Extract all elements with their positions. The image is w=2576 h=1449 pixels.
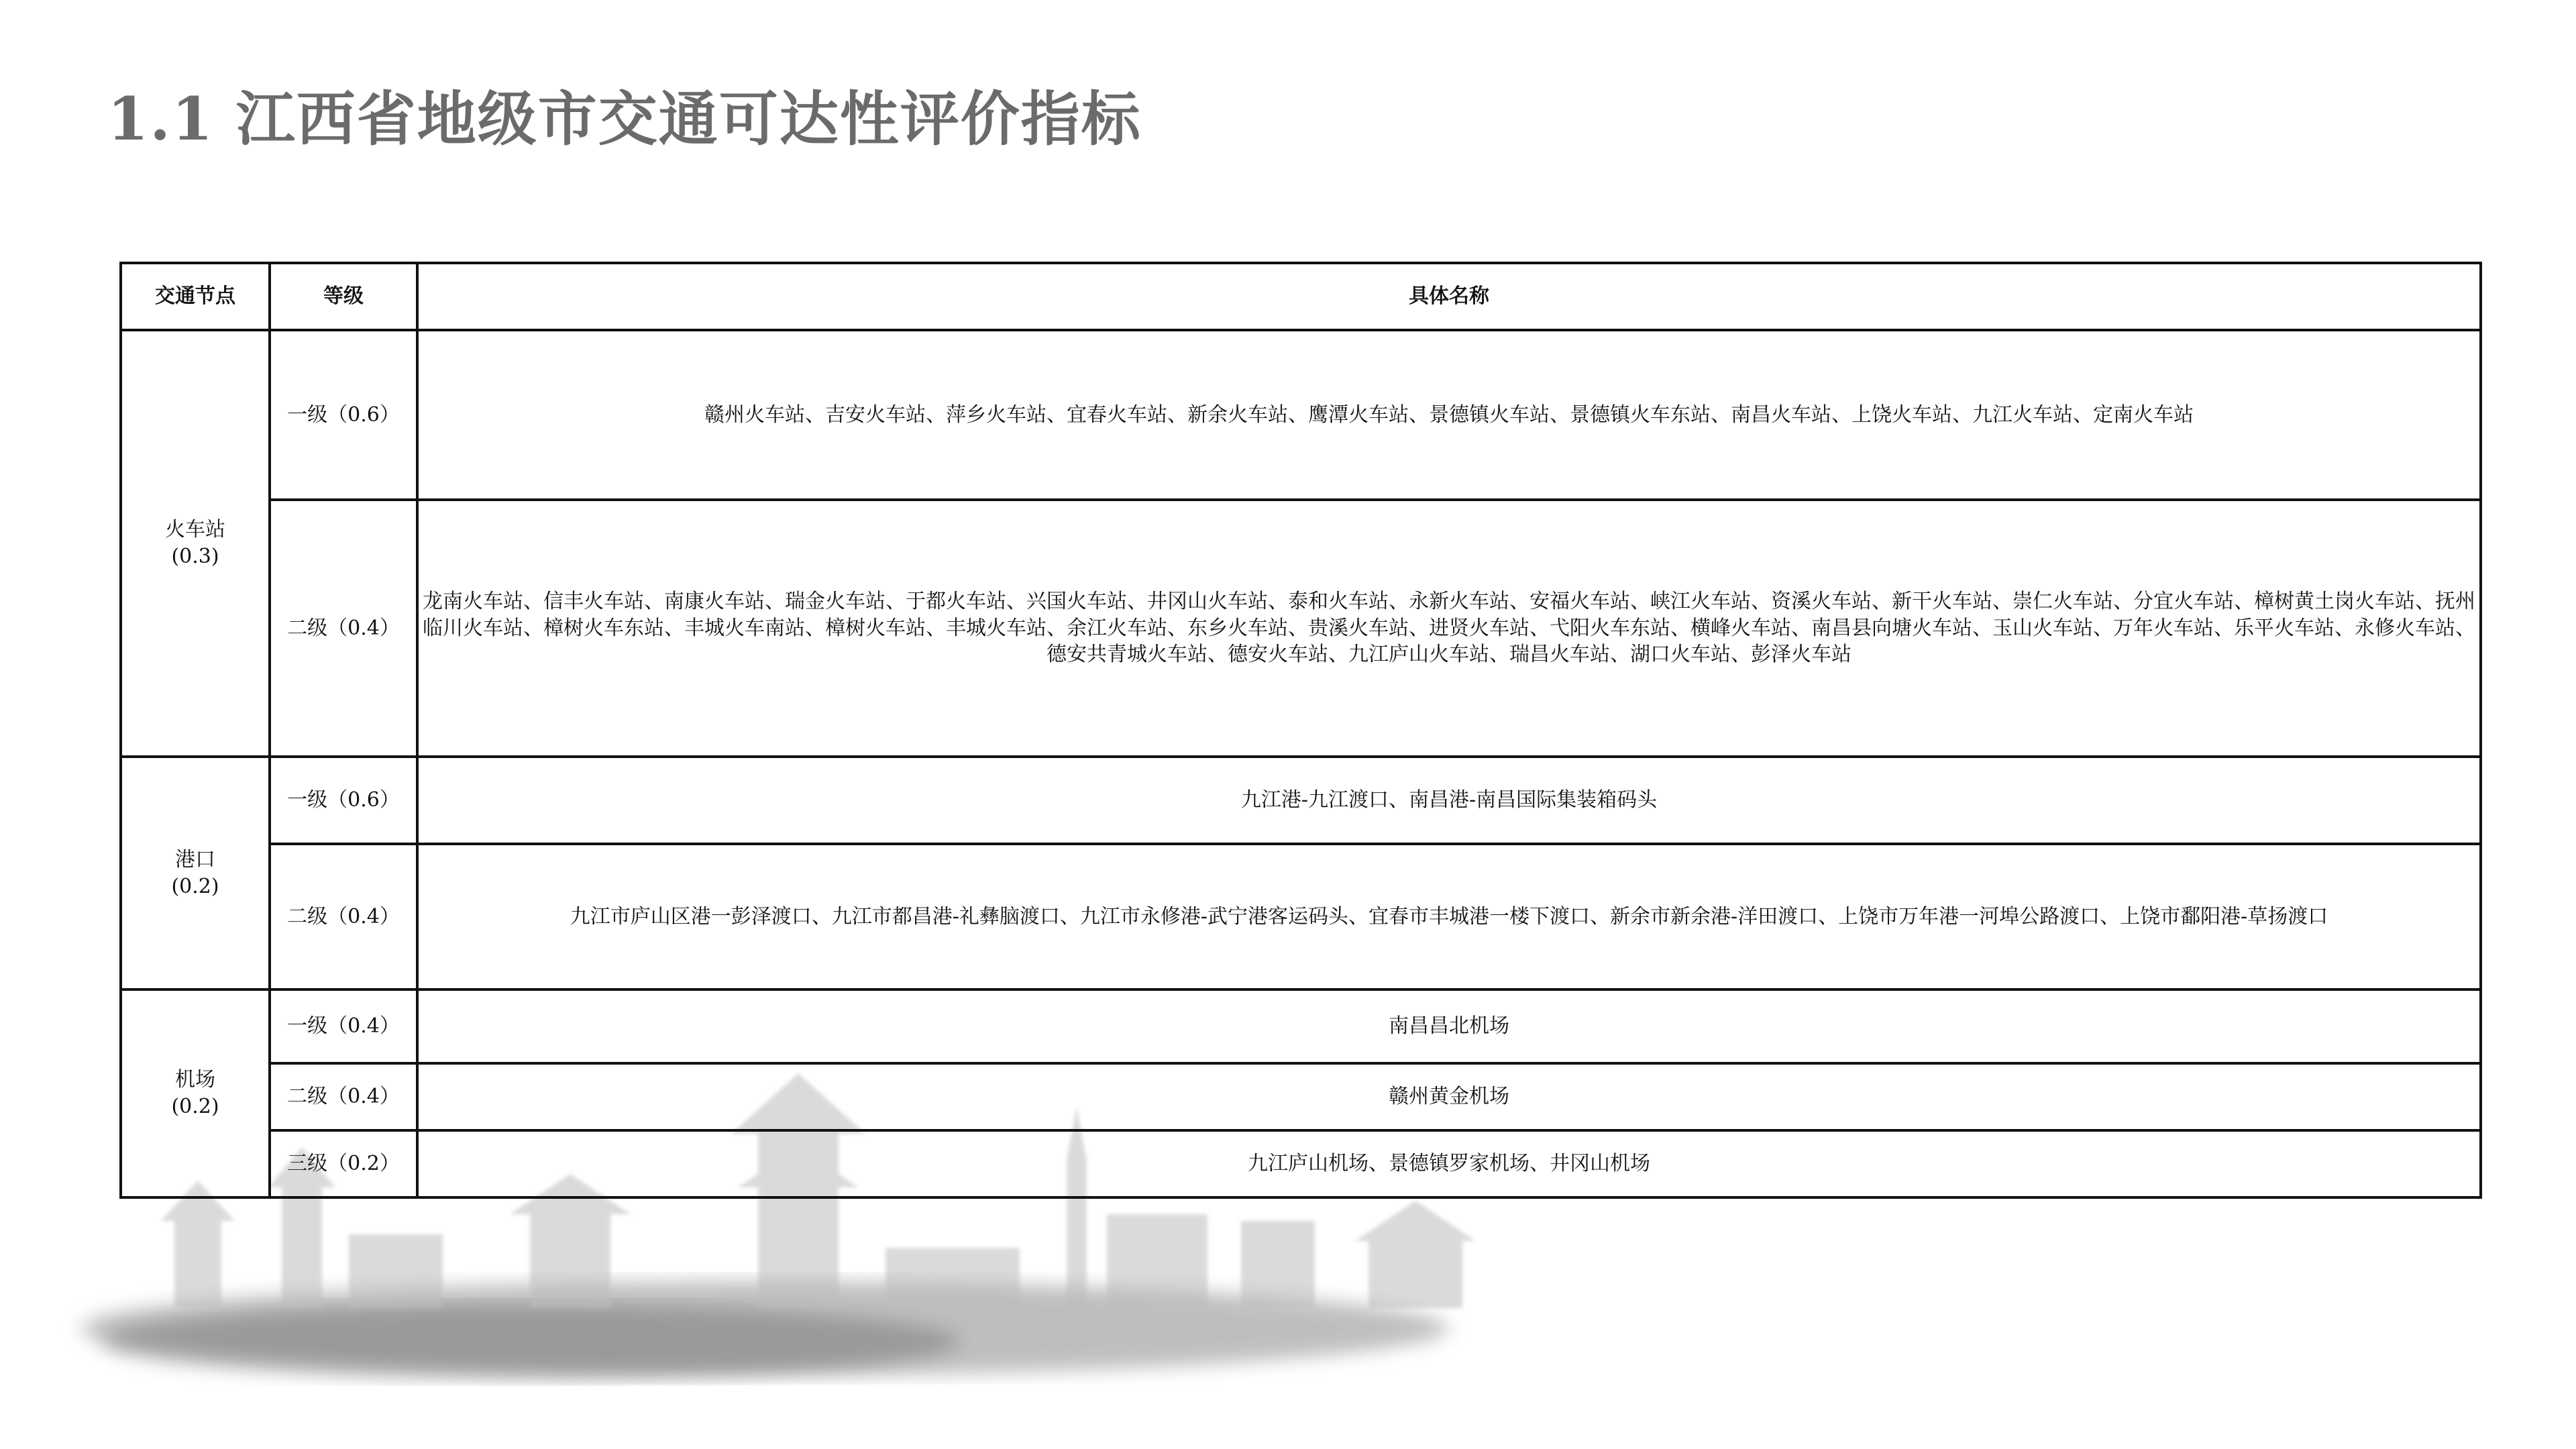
table-row (121, 500, 2481, 757)
grade-cell: 二级（0.4） (270, 500, 417, 757)
table-row (121, 844, 2481, 989)
accessibility-index-table (119, 262, 2482, 1199)
node-cell-airport (121, 989, 270, 1197)
grade-cell: 三级（0.2） (270, 1130, 417, 1197)
node-weight: (0.2) (171, 1095, 219, 1118)
node-label: 机场 (175, 1068, 215, 1092)
table-row (121, 757, 2481, 844)
grade-cell: 二级（0.4） (270, 1063, 417, 1130)
node-cell-railway (121, 330, 270, 757)
header-grade: 等级 (270, 263, 417, 330)
header-node: 交通节点 (121, 263, 270, 330)
node-weight: (0.2) (171, 874, 219, 898)
names-cell: 九江庐山机场、景德镇罗家机场、井冈山机场 (417, 1130, 2481, 1197)
names-cell: 九江港-九江渡口、南昌港-南昌国际集装箱码头 (417, 757, 2481, 844)
grade-cell: 一级（0.4） (270, 989, 417, 1063)
node-weight: (0.3) (171, 545, 219, 568)
node-label: 港口 (175, 847, 215, 871)
table-row (121, 1130, 2481, 1197)
table-row (121, 330, 2481, 500)
grade-cell: 二级（0.4） (270, 844, 417, 989)
page-title: 1.1 江西省地级市交通可达性评价指标 (107, 84, 1142, 154)
grade-cell: 一级（0.6） (270, 757, 417, 844)
header-names: 具体名称 (417, 263, 2481, 330)
names-cell: 九江市庐山区港一彭泽渡口、九江市都昌港-礼彝脑渡口、九江市永修港-武宁港客运码头、宜春市丰城港一楼下渡口、新余市新余港-洋田渡口、上饶市万年港一河埠公路渡口、上饶市鄱阳港-草扬渡口 (417, 844, 2481, 989)
node-label: 火车站 (165, 518, 225, 542)
names-cell: 赣州火车站、吉安火车站、萍乡火车站、宜春火车站、新余火车站、鹰潭火车站、景德镇火车站、景德镇火车东站、南昌火车站、上饶火车站、九江火车站、定南火车站 (417, 330, 2481, 500)
node-cell-port (121, 757, 270, 989)
names-cell: 南昌昌北机场 (417, 989, 2481, 1063)
table-row (121, 1063, 2481, 1130)
names-cell: 龙南火车站、信丰火车站、南康火车站、瑞金火车站、于都火车站、兴国火车站、井冈山火车站、泰和火车站、永新火车站、安福火车站、峡江火车站、资溪火车站、新干火车站、崇仁火车站、分宜火车站、樟树黄土岗火车站、抚州临川火车站、樟树火车东站、丰城火车南站、樟树火车站、丰城火车站、余江火车站、东乡火车站、贵溪火车站、进贤火车站、弋阳火车东站、横峰火车站、南昌县向塘火车站、玉山火车站、万年火车站、乐平火车站、永修火车站、德安共青城火车站、德安火车站、九江庐山火车站、瑞昌火车站、湖口火车站、彭泽火车站 (417, 500, 2481, 757)
table-row (121, 989, 2481, 1063)
grade-cell: 一级（0.6） (270, 330, 417, 500)
table-header-row (121, 263, 2481, 330)
names-cell: 赣州黄金机场 (417, 1063, 2481, 1130)
